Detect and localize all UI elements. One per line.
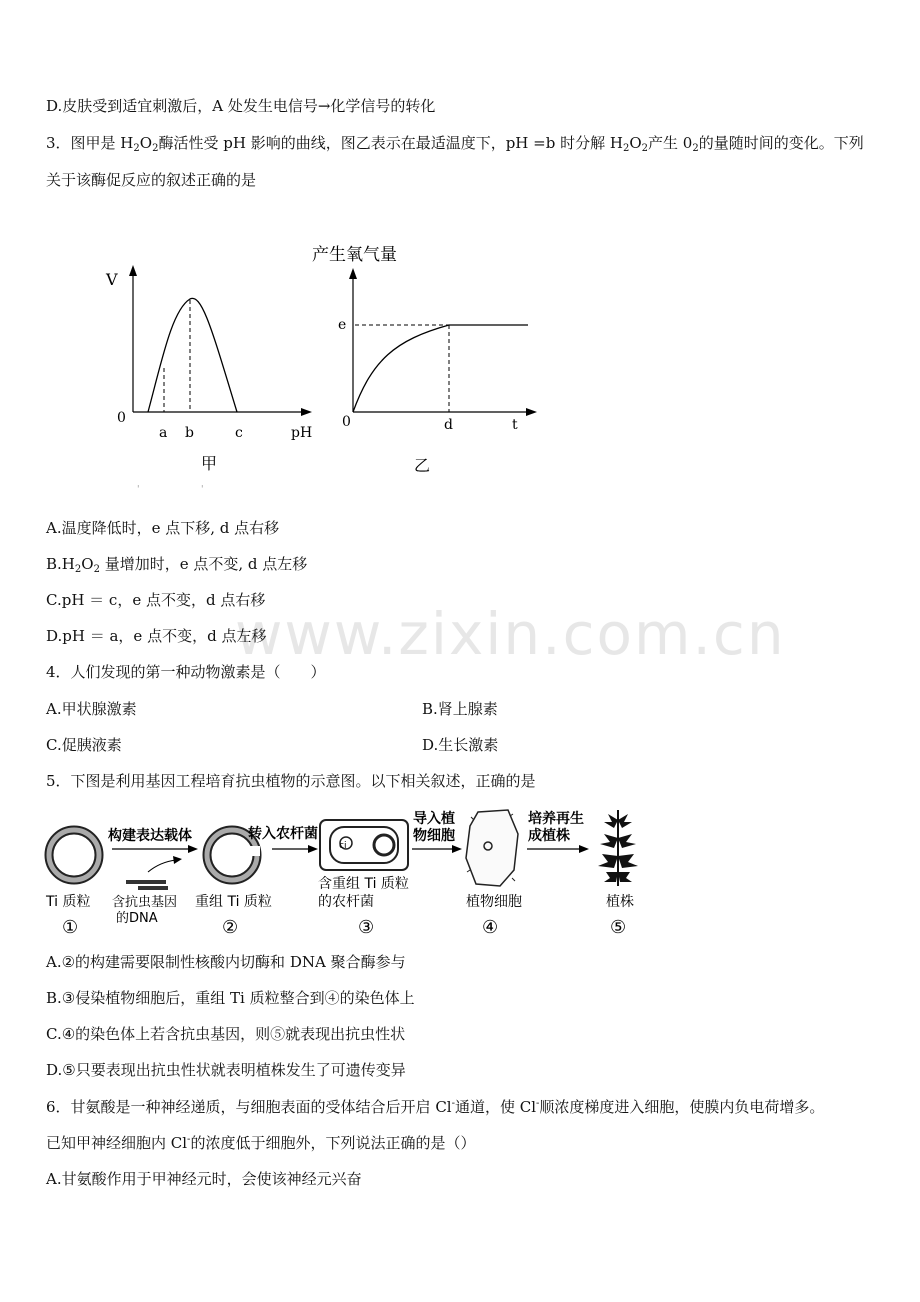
svg-text:': '	[137, 485, 140, 495]
q3-stem: 3．图甲是 $H_2O_2$酶活性受 pH 影响的曲线，图乙表示在最适温度下，pH =b 时分解 $H_2O_2$产生 $0_2$的量随时间的变化。下列	[46, 134, 864, 154]
figure-jia	[105, 265, 312, 495]
step1-label: Ti 质粒	[46, 894, 91, 910]
yi-title: 产生氧气量	[312, 245, 397, 265]
q3-option-b: $B.H_2O_2$ 量增加时，e 点不变, d 点左移	[46, 555, 308, 575]
arrow4-label-2: 成植株	[528, 828, 570, 844]
yi-tick-d: d	[444, 417, 453, 433]
yi-curve	[353, 325, 528, 412]
watermark: www.zixin.com.cn	[235, 600, 786, 668]
jia-tick-a: a	[159, 425, 168, 441]
arrow2-label: 转入农杆菌	[248, 826, 318, 842]
q5-diagram	[0, 800, 920, 940]
figure-yi	[312, 245, 537, 475]
jia-x-axis-label: pH	[291, 425, 313, 441]
step3-label-2: 的农杆菌	[318, 894, 374, 910]
step4-label: 植物细胞	[466, 894, 522, 910]
step5-number: ⑤	[610, 917, 627, 938]
q5-option-d: D.⑤只要表现出抗虫性状就表明植株发生了可遗传变异	[46, 1061, 406, 1079]
q6-option-a: A.甘氨酸作用于甲神经元时，会使该神经元兴奋	[46, 1170, 362, 1188]
q5-option-a: A.②的构建需要限制性核酸内切酶和 DNA 聚合酶参与	[46, 953, 406, 971]
plant-cell-icon	[466, 810, 518, 886]
svg-text:': '	[201, 485, 204, 495]
ti-plasmid-icon	[49, 830, 99, 880]
step3-label-1: 含重组 Ti 质粒	[318, 876, 409, 892]
agrobacterium-icon	[320, 820, 408, 870]
q3-figures	[0, 235, 920, 495]
step1-number: ①	[62, 917, 79, 938]
jia-y-axis-label: V	[106, 270, 118, 289]
yi-tick-e: e	[338, 317, 347, 333]
step5-label: 植株	[606, 894, 634, 910]
q4-option-b: B.肾上腺素	[422, 700, 498, 718]
step4-number: ④	[482, 917, 499, 938]
jia-caption: 甲	[201, 454, 218, 473]
arrow3-label-1: 导入植	[413, 811, 455, 827]
step2-label: 重组 Ti 质粒	[195, 894, 272, 910]
step3-number: ③	[358, 917, 375, 938]
q5-option-c: C.④的染色体上若含抗虫基因，则⑤就表现出抗虫性状	[46, 1025, 406, 1043]
gene-label-1: 含抗虫基因	[112, 895, 178, 910]
plant-icon	[598, 810, 638, 886]
jia-tick-c: c	[235, 425, 243, 441]
jia-tick-b: b	[185, 425, 194, 441]
jia-curve	[148, 298, 237, 412]
q5-option-b: B.③侵染植物细胞后，重组 Ti 质粒整合到④的染色体上	[46, 989, 415, 1007]
arrow3-label-2: 物细胞	[413, 828, 455, 844]
yi-origin: 0	[342, 414, 351, 430]
arrow4-label-1: 培养再生	[528, 811, 584, 827]
q3-option-a: A.温度降低时，e 点下移, d 点右移	[46, 519, 280, 537]
q4-option-c: C.促胰液素	[46, 736, 122, 754]
q4-option-d: D.生长激素	[422, 736, 499, 754]
q3-option-d: D.pH ＝ a，e 点不变，d 点左移	[46, 627, 267, 645]
step2-number: ②	[222, 917, 239, 938]
q3-stem-line2: 关于该酶促反应的叙述正确的是	[46, 171, 257, 189]
jia-origin: 0	[117, 410, 126, 426]
q5-stem: 5．下图是利用基因工程培育抗虫植物的示意图。以下相关叙述，正确的是	[46, 772, 536, 790]
q4-option-a: A.甲状腺激素	[46, 700, 137, 718]
dna-fragment-icon	[126, 880, 168, 890]
q4-stem: 4．人们发现的第一种动物激素是（ ）	[46, 663, 326, 681]
yi-caption: 乙	[414, 456, 431, 475]
q2-option-d: D.皮肤受到适宜刺激后，A 处发生电信号→化学信号的转化	[46, 97, 436, 115]
arrow1-label: 构建表达载体	[108, 828, 192, 844]
yi-tick-t: t	[512, 417, 518, 433]
q6-stem-line2: 已知甲神经细胞内 Cl-的浓度低于细胞外，下列说法正确的是（）	[46, 1134, 476, 1152]
q3-option-c: C.pH ＝ c，e 点不变，d 点右移	[46, 591, 266, 609]
gene-label-2: 的DNA	[116, 911, 158, 926]
svg-text:ci: ci	[339, 841, 347, 851]
q6-stem: 6．甘氨酸是一种神经递质，与细胞表面的受体结合后开启 Cl-通道，使 Cl-顺浓度梯度进入细胞，使膜内负电荷增多。	[46, 1098, 825, 1116]
